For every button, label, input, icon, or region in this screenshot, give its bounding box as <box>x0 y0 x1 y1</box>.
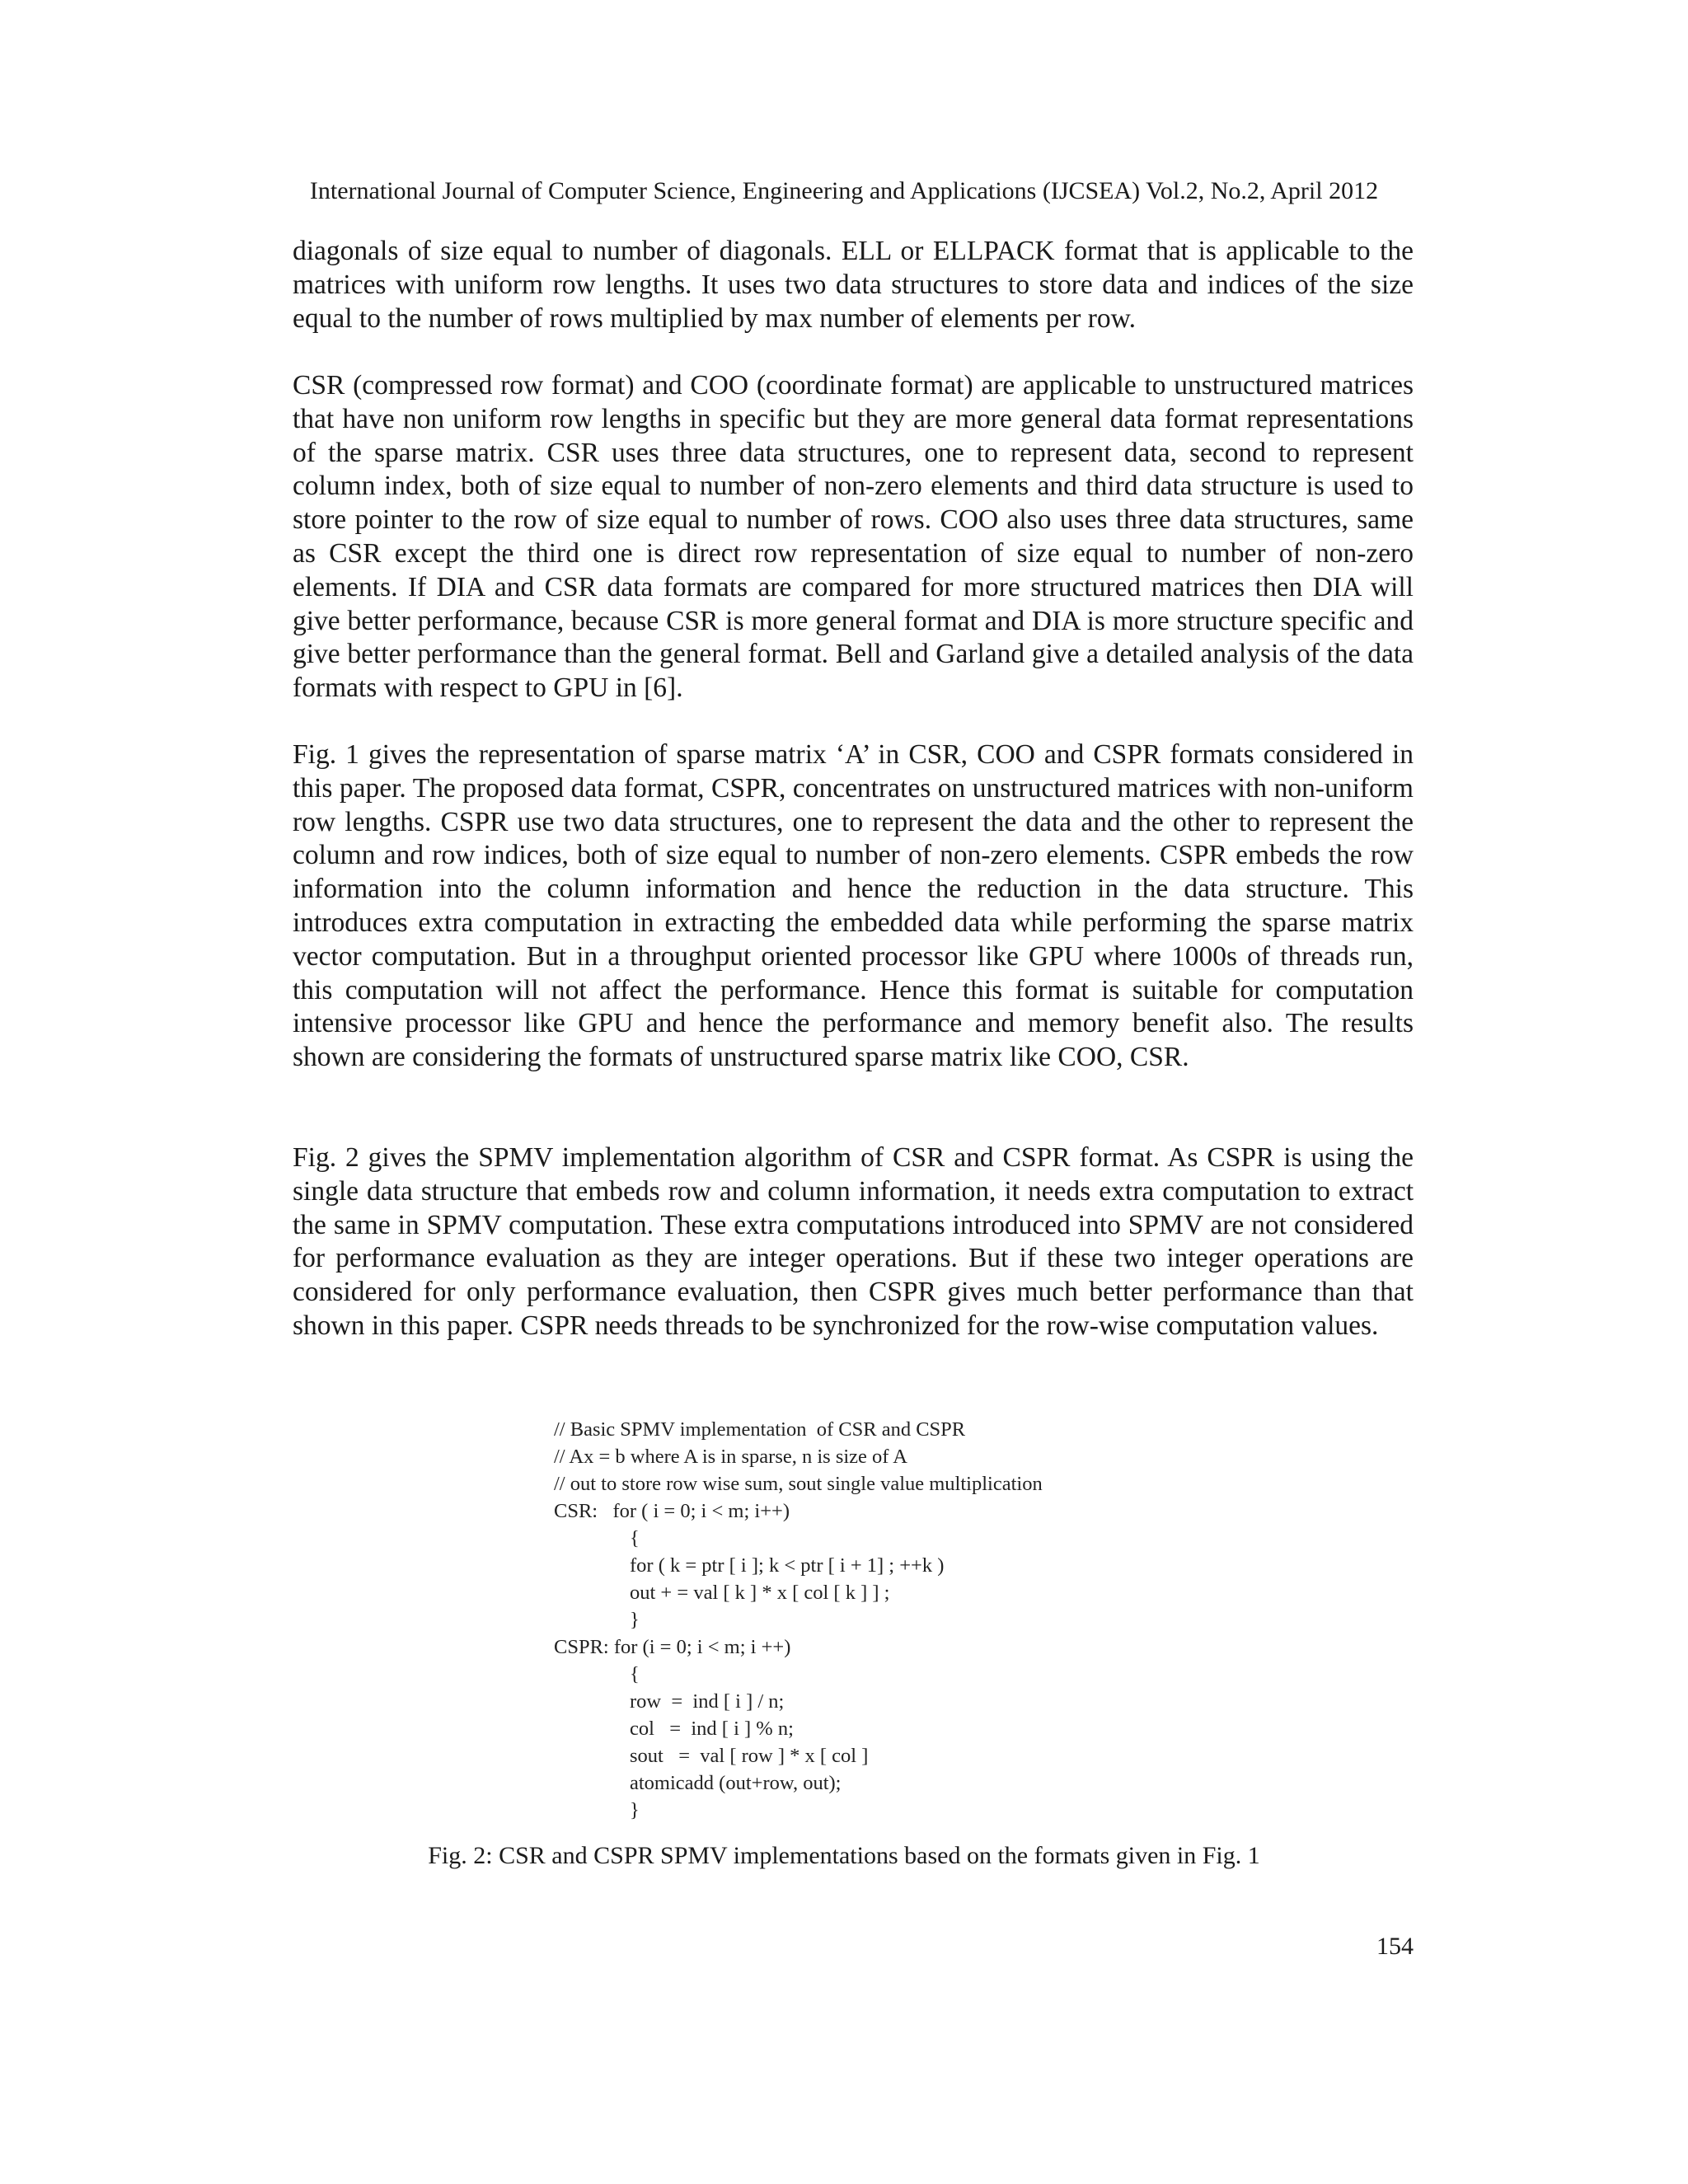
paragraph-text: Fig. 2 gives the SPMV implementation algorithm of CSR and CSPR format. As CSPR is using the single data structure that embeds row and column information, it needs extra computation to extract the same in SPMV computation. These extra computations introduced into SPMV are not considered for performance evaluation as they are integer operations. But if these two integer operations are considered for only performance evaluation, then CSPR gives much better performance than that shown in this paper. CSPR needs threads to be synchronized for the row-wise computation values. <box>293 1142 1414 1341</box>
page-number: 154 <box>1376 1933 1414 1960</box>
paragraph-2 <box>293 369 1414 705</box>
figure-caption: Fig. 2: CSR and CSPR SPMV implementations based on the formats given in Fig. 1 <box>428 1842 1260 1869</box>
code-comment-line: // out to store row wise sum, sout single value multiplication <box>554 1473 1043 1495</box>
paragraph-4 <box>293 1141 1414 1343</box>
code-cspr-header: CSPR: for (i = 0; i < m; i ++) <box>554 1636 791 1658</box>
code-line: { <box>630 1527 640 1549</box>
code-line: { <box>630 1663 640 1685</box>
code-figure <box>554 1416 1147 1821</box>
code-comment-line: // Basic SPMV implementation of CSR and CSPR <box>554 1418 966 1441</box>
code-line: atomicadd (out+row, out); <box>630 1772 842 1794</box>
code-line: out + = val [ k ] * x [ col [ k ] ] ; <box>630 1582 890 1604</box>
code-line: sout = val [ row ] * x [ col ] <box>630 1745 869 1767</box>
code-line: } <box>630 1799 640 1821</box>
paragraph-text: CSR (compressed row format) and COO (coordinate format) are applicable to unstructured matrices that have non uniform row lengths in specific but they are more general data format representations of the sparse matrix. CSR uses three data structures, one to represent data, second to represent column index, both of size equal to number of non-zero elements and third data structure is used to store pointer to the row of size equal to number of rows. COO also uses three data structures, same as CSR except the third one is direct row representation of size equal to number of non-zero elements. If DIA and CSR data formats are compared for more structured matrices then DIA will give better performance, because CSR is more general format and DIA is more structure specific and give better performance than the general format. Bell and Garland give a detailed analysis of the data formats with respect to GPU in [6]. <box>293 370 1414 704</box>
paragraph-3 <box>293 738 1414 1075</box>
code-csr-header: CSR: for ( i = 0; i < m; i++) <box>554 1500 790 1522</box>
code-line: for ( k = ptr [ i ]; k < ptr [ i + 1] ; ++k ) <box>630 1554 945 1577</box>
code-comment-line: // Ax = b where A is in sparse, n is size of A <box>554 1446 907 1468</box>
paragraph-text: diagonals of size equal to number of diagonals. ELL or ELLPACK format that is applicable to the matrices with uniform row lengths. It uses two data structures to store data and indices of the size equal to the number of rows multiplied by max number of elements per row. <box>293 236 1414 334</box>
code-line: } <box>630 1609 640 1631</box>
paragraph-text: Fig. 1 gives the representation of sparse matrix ‘A’ in CSR, COO and CSPR formats considered in this paper. The proposed data format, CSPR, concentrates on unstructured matrices with non-uniform row lengths. CSPR use two data structures, one to represent the data and the other to represent the column and row indices, both of size equal to number of non-zero elements. CSPR embeds the row information into the column information and hence the reduction in the data structure. This introduces extra computation in extracting the embedded data while performing the sparse matrix vector computation. But in a throughput oriented processor like GPU where 1000s of threads run, this computation will not affect the performance. Hence this format is suitable for computation intensive processor like GPU and hence the performance and memory benefit also. The results shown are considering the formats of unstructured sparse matrix like COO, CSR. <box>293 739 1414 1073</box>
paragraph-1 <box>293 235 1414 335</box>
code-line: col = ind [ i ] % n; <box>630 1718 794 1740</box>
code-line: row = ind [ i ] / n; <box>630 1690 785 1713</box>
running-header: International Journal of Computer Science, Engineering and Applications (IJCSEA) Vol.2, No.2, April 2012 <box>309 177 1379 204</box>
